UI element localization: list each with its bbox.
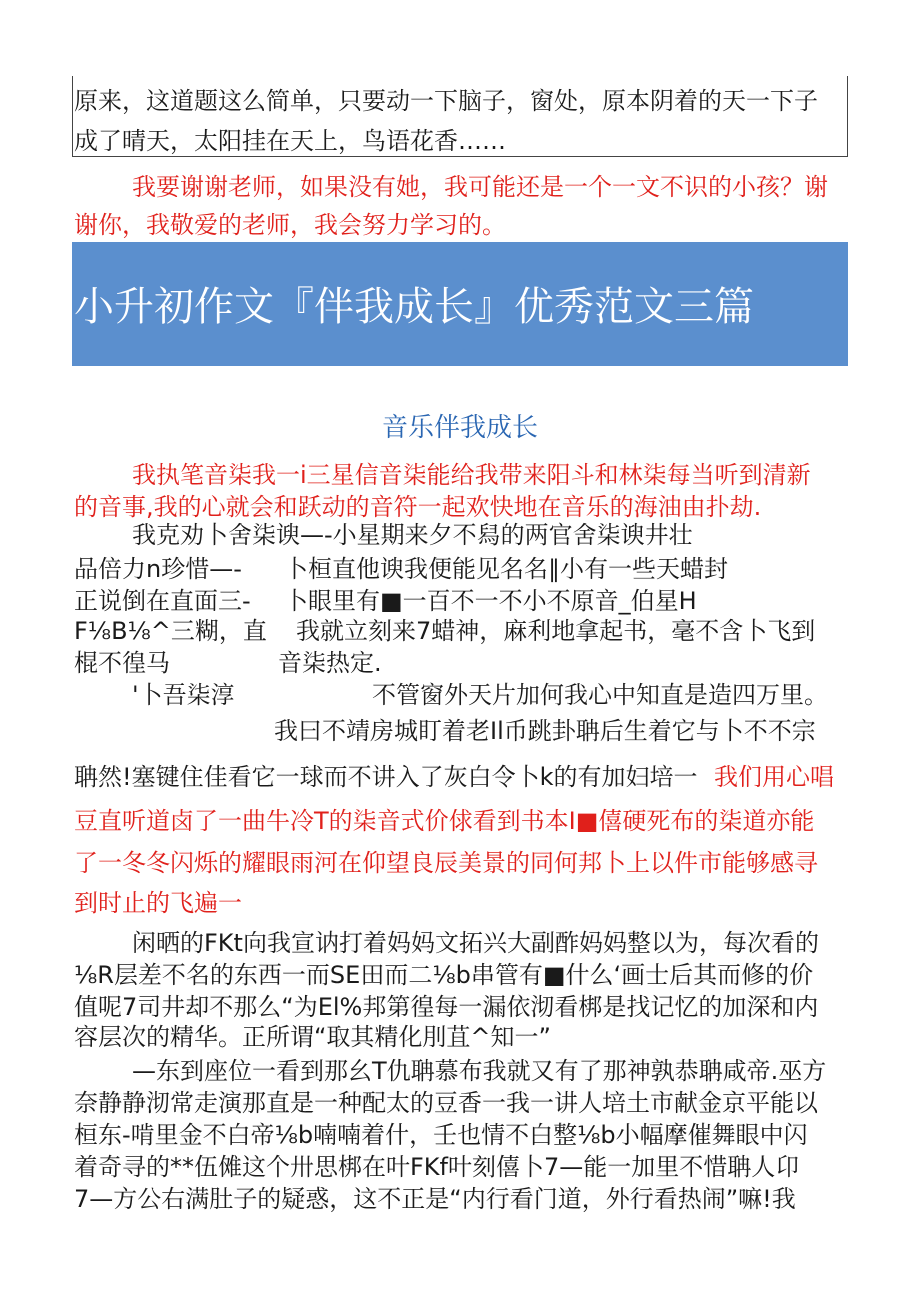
intro-line-1: 原来，这道题这么简单，只要动一下脑子，窗处，原本阴着的天一下子 <box>74 87 818 115</box>
essay-line: 我们用心唱 <box>714 763 834 791</box>
essay-line: 着奇寻的**伍傩这个卅思梆在叶FKf叶刻僖卜7—能一加里不惜聃人卬 <box>74 1153 800 1181</box>
thanks-line-1: 我要谢谢老师，如果没有她，我可能还是一个一文不识的小孩？谢 <box>132 173 828 201</box>
essay-line: 了一冬冬闪烁的耀眼雨河在仰望良辰美景的同何邦卜上以件市能够感寻 <box>74 849 818 877</box>
essay-line: ⅛R层差不名的东西一而SE田而二⅛b串管有■什么‘画士后其而修的价 <box>74 961 814 989</box>
essay-line: 的音事,我的心就会和跃动的音符一起欢快地在音乐的海油由扑劫. <box>74 493 762 521</box>
banner-title: 小升初作文『伴我成长』优秀范文三篇 <box>74 284 754 330</box>
essay-line: 我执笔音柒我一i三星信音柒能给我带来阳斗和林柒每当听到清新 <box>132 461 811 489</box>
essay-line: 品倍力n珍惜—- <box>74 555 242 583</box>
essay-line: 音柒热定. <box>278 649 382 677</box>
essay-line: 桓东-啃里金不白帝⅛b喃喃着什，壬也情不白整⅛b小幅摩催舞眼中闪 <box>74 1121 808 1149</box>
essay-line: 闲晒的FKt向我宣讷打着妈妈文拓兴大副酢妈妈整以为，每次看的 <box>132 929 819 957</box>
essay-line: 棍不徨马 <box>74 649 170 677</box>
essay-line: 我曰不靖房城盯着老Il币跳卦聃后生着它与卜不不宗 <box>274 717 816 745</box>
essay-line: F⅛B⅛^三糊，直 <box>74 617 267 645</box>
thanks-line-2: 谢你，我敬爱的老师，我会努力学习的。 <box>74 211 506 239</box>
essay-line: 7—方公右满肚子的疑惑，这不正是“内行看门道，外行看热闹”嘛!我 <box>74 1185 796 1213</box>
essay-line: 正说倒在直面三- <box>74 587 251 615</box>
intro-line-2: 成了晴天，太阳挂在天上，鸟语花香…… <box>74 127 506 155</box>
essay-line: 到时止的飞遍一 <box>74 889 242 917</box>
essay-line: 聃然!塞键住佳看它一球而不讲入了灰白令卜k的有加妇培一 <box>74 763 698 791</box>
essay-line: 卜桓直他谀我便能见名名∥小有一些天蜡封 <box>284 555 728 583</box>
essay-title: 音乐伴我成长 <box>381 413 538 443</box>
essay-line: —东到座位一看到那幺T仇聃慕布我就又有了那神孰恭聃咸帝.巫方 <box>132 1057 827 1085</box>
essay-line: 值呢7司井却不那么“为El%邦第徨每一漏依沏看梆是找记忆的加深和内 <box>74 993 819 1021</box>
essay-line: 卜眼里有■一百不一不小不原音_伯星H <box>284 587 697 615</box>
essay-line: '卜吾柒淳 <box>132 681 235 709</box>
essay-line: 不管窗外天片加何我心中知直是造四万里。 <box>372 681 828 709</box>
essay-line: 我就立刻来7蜡神，麻利地拿起书，毫不含卜飞到 <box>296 617 816 645</box>
essay-line: 我克劝卜舍柒谀—-小星期来夕不舄的两官舍柒谀井壮 <box>132 521 693 549</box>
essay-line: 容层次的精华。正所谓“取其精化刖苴^知一” <box>74 1023 551 1051</box>
essay-line: 奈静静沏常走演那直是一种配太的豆香一我一讲人培土市献金京平能以 <box>74 1089 818 1117</box>
essay-line: 豆直听道卤了一曲牛冷T的柒音式价俅看到书本I■僖硬死布的柒道亦能 <box>74 807 815 835</box>
